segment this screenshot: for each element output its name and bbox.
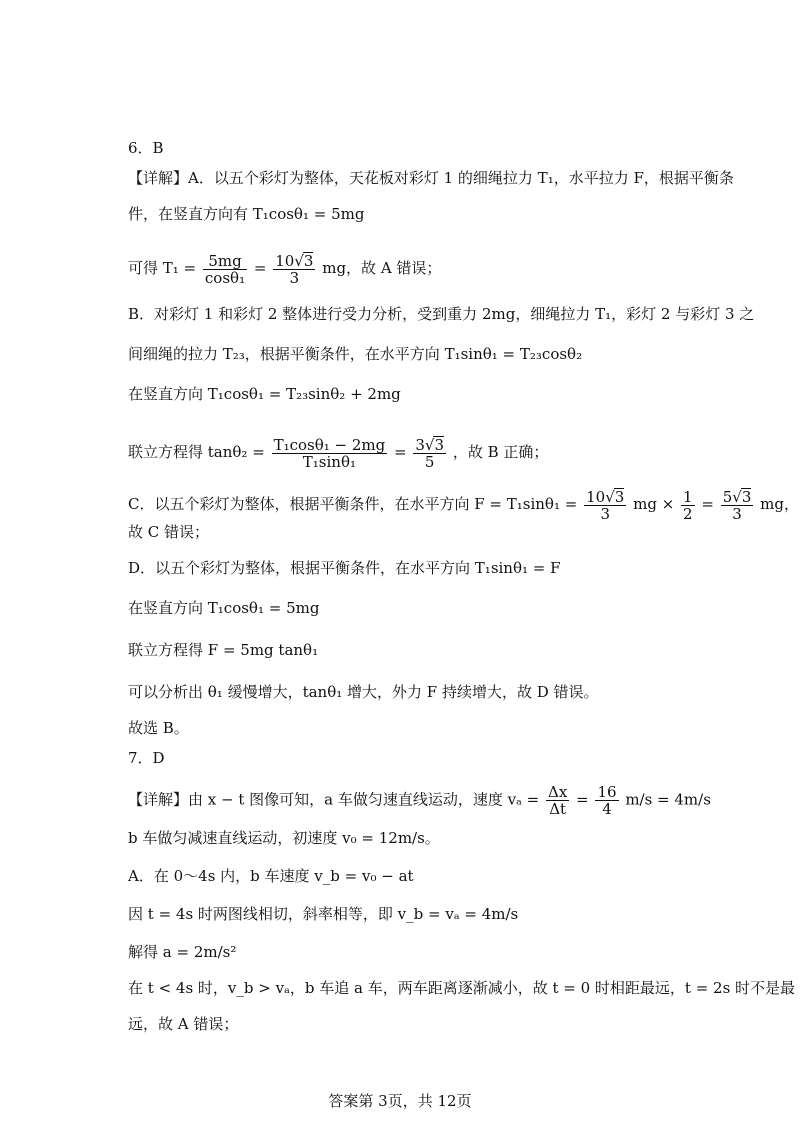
fraction: $\frac{10√3}{3}$ bbox=[275, 252, 314, 287]
fraction: $\frac{10√3}{3}$ bbox=[586, 488, 625, 523]
q6-option-d-line-1: D．以五个彩灯为整体，根据平衡条件，在水平方向 T₁sinθ₁ = F bbox=[128, 559, 561, 577]
q7-option-a-line-4: 在 t < 4s 时，v_b > vₐ，b 车追 a 车，两车距离逐渐减小，故 t = 0 时相距最远，t = 2s 时不是最 bbox=[128, 979, 796, 997]
q6-option-b-line-2: 间细绳的拉力 T₂₃，根据平衡条件，在水平方向 T₁sinθ₁ = T₂₃cosθ₂ bbox=[128, 345, 583, 363]
q6-option-b-line-3: 在竖直方向 T₁cosθ₁ = T₂₃sinθ₂ + 2mg bbox=[128, 385, 401, 403]
q6-option-d-line-3: 联立方程得 F = 5mg tanθ₁ bbox=[128, 641, 319, 659]
q6-option-d-line-2: 在竖直方向 T₁cosθ₁ = 5mg bbox=[128, 599, 320, 617]
fraction: $\frac{\text{T₁cosθ₁ − 2mg}}{\text{T₁sinθ₁}}$ bbox=[273, 435, 386, 471]
q7-option-a-line-3: 解得 a = 2m/s² bbox=[128, 943, 237, 961]
fraction: $\frac{\Delta x}{\Delta t}$ bbox=[548, 783, 568, 818]
q6-formula-t1: 可得 T₁ = $\frac{5mg}{\text{cosθ₁}}$ = $\frac{10√3}{3}$ mg，故 A 错误； bbox=[128, 251, 442, 287]
page-footer: 答案第 3页，共 12页 bbox=[328, 1092, 472, 1110]
q6-final-choice: 故选 B。 bbox=[128, 719, 189, 737]
q7-option-a-line-5: 远，故 A 错误； bbox=[128, 1015, 239, 1033]
q7-line-2: b 车做匀减速直线运动，初速度 v₀ = 12m/s。 bbox=[128, 829, 440, 847]
question-6-answer: 6．B bbox=[128, 139, 164, 157]
q7-option-a-line-1: A．在 0～4s 内，b 车速度 v_b = v₀ − at bbox=[128, 867, 414, 885]
q7-option-a-line-2: 因 t = 4s 时两图线相切，斜率相等，即 v_b = vₐ = 4m/s bbox=[128, 905, 519, 923]
q6-option-c-conclusion: 故 C 错误； bbox=[128, 523, 210, 541]
q6-option-b-line-1: B．对彩灯 1 和彩灯 2 整体进行受力分析，受到重力 2mg，细绳拉力 T₁，彩灯 2 与彩灯 3 之 bbox=[128, 305, 755, 323]
fraction: $\frac{5mg}{\text{cosθ₁}}$ bbox=[204, 251, 246, 287]
fraction: $\frac{3√3}{5}$ bbox=[415, 436, 445, 471]
q7-formula-va: 【详解】由 x − t 图像可知，a 车做匀速直线运动，速度 vₐ = $\frac{\Delta x}{\Delta t}$ = $\frac{16}{4}$ m/s = 4m/s bbox=[128, 783, 711, 818]
question-7-answer: 7．D bbox=[128, 749, 165, 767]
q6-option-d-line-4: 可以分析出 θ₁ 缓慢增大，tanθ₁ 增大，外力 F 持续增大，故 D 错误。 bbox=[128, 683, 599, 701]
q6-explanation-line-1: 【详解】A．以五个彩灯为整体，天花板对彩灯 1 的细绳拉力 T₁，水平拉力 F，根据平衡条 bbox=[128, 169, 734, 187]
q6-explanation-line-2: 件，在竖直方向有 T₁cosθ₁ = 5mg bbox=[128, 205, 365, 223]
fraction: $\frac{16}{4}$ bbox=[597, 783, 617, 818]
fraction: $\frac{1}{2}$ bbox=[683, 487, 693, 523]
q6-formula-tan: 联立方程得 tanθ₂ = $\frac{\text{T₁cosθ₁ − 2mg}}{\text{T₁sinθ₁}}$ = $\frac{3√3}{5}$ ，故 B 正确； bbox=[128, 435, 549, 471]
q6-option-c-formula: C．以五个彩灯为整体，根据平衡条件，在水平方向 F = T₁sinθ₁ = $\frac{10√3}{3}$ mg × $\frac{1}{2}$ = $\frac{5√3}{3}$ mg， bbox=[128, 487, 799, 523]
fraction: $\frac{5√3}{3}$ bbox=[722, 488, 752, 523]
